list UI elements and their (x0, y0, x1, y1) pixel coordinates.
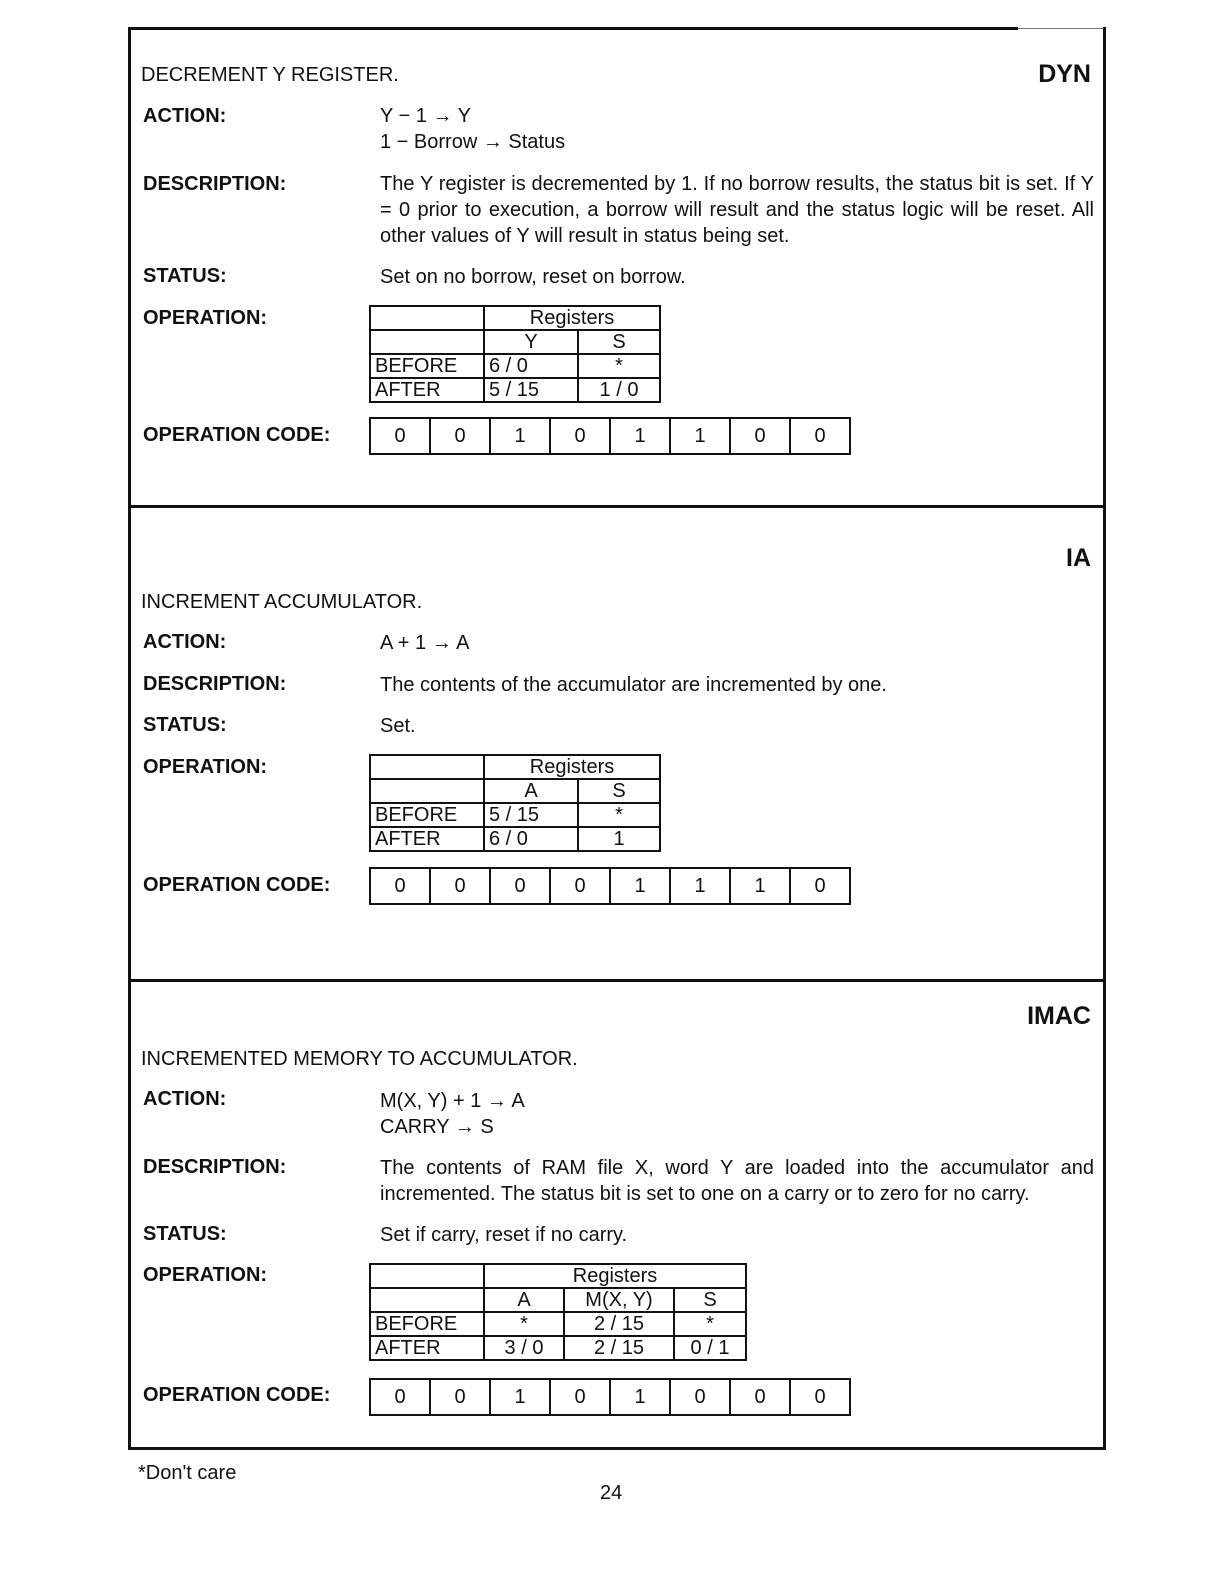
column-header: A (484, 779, 578, 803)
instruction-imac (131, 982, 1097, 1447)
opcode-bit: 1 (611, 419, 671, 453)
action-line-2: CARRY → S (380, 1116, 494, 1138)
instruction-mnemonic: DYN (1038, 60, 1091, 88)
table-corner-cell (370, 1288, 484, 1312)
action-label: ACTION: (143, 631, 227, 653)
table-corner-cell (370, 755, 484, 779)
instruction-mnemonic: IA (1066, 544, 1091, 572)
operation-code-label: OPERATION CODE: (143, 424, 331, 446)
action-line-1: M(X, Y) + 1 → A (380, 1090, 525, 1112)
operation-label: OPERATION: (143, 756, 268, 778)
opcode-bit: 0 (671, 1380, 731, 1414)
opcode-bit: 0 (431, 419, 491, 453)
operation-code-label: OPERATION CODE: (143, 1384, 331, 1406)
opcode-bit: 1 (491, 1380, 551, 1414)
table-cell: 2 / 15 (564, 1336, 674, 1360)
row-label-before: BEFORE (370, 1312, 484, 1336)
status-label: STATUS: (143, 1223, 227, 1245)
operation-label: OPERATION: (143, 307, 268, 329)
row-label-after: AFTER (370, 827, 484, 851)
opcode-bit: 0 (551, 869, 611, 903)
opcode-bit: 0 (731, 1380, 791, 1414)
action-line-1: A + 1 → A (380, 632, 470, 654)
table-corner-cell (370, 306, 484, 330)
table-cell: * (578, 354, 660, 378)
instruction-ia (131, 508, 1097, 979)
row-label-before: BEFORE (370, 354, 484, 378)
opcode-bit: 0 (731, 419, 791, 453)
instruction-title: INCREMENTED MEMORY TO ACCUMULATOR. (141, 1048, 578, 1070)
opcode-bit: 1 (611, 1380, 671, 1414)
table-corner-cell (370, 330, 484, 354)
table-cell: * (674, 1312, 746, 1336)
table-cell: 5 / 15 (484, 378, 578, 402)
opcode-bit: 0 (371, 1380, 431, 1414)
row-label-after: AFTER (370, 378, 484, 402)
instruction-mnemonic: IMAC (1027, 1002, 1091, 1030)
description-text: The contents of the accumulator are incremented by one. (380, 674, 887, 696)
column-header: Y (484, 330, 578, 354)
table-cell: 0 / 1 (674, 1336, 746, 1360)
table-corner-cell (370, 1264, 484, 1288)
status-label: STATUS: (143, 714, 227, 736)
registers-header: Registers (484, 1264, 746, 1288)
description-label: DESCRIPTION: (143, 1156, 287, 1178)
row-label-before: BEFORE (370, 803, 484, 827)
column-header: S (674, 1288, 746, 1312)
opcode-bit: 0 (431, 869, 491, 903)
table-cell: 2 / 15 (564, 1312, 674, 1336)
opcode-bit: 1 (671, 869, 731, 903)
register-table (369, 305, 661, 403)
action-line-1: Y − 1 → Y (380, 105, 471, 127)
status-text: Set if carry, reset if no carry. (380, 1224, 628, 1246)
opcode-bit: 0 (814, 1386, 826, 1408)
instruction-dyn (131, 30, 1097, 505)
opcode-bit: 0 (551, 419, 611, 453)
table-corner-cell (370, 779, 484, 803)
register-table (369, 754, 661, 852)
action-label: ACTION: (143, 1088, 227, 1110)
table-cell: 3 / 0 (484, 1336, 564, 1360)
opcode-bit: 0 (431, 1380, 491, 1414)
instruction-title: INCREMENT ACCUMULATOR. (141, 591, 423, 613)
registers-header: Registers (484, 306, 660, 330)
status-label: STATUS: (143, 265, 227, 287)
instruction-title: DECREMENT Y REGISTER. (141, 64, 399, 86)
register-table (369, 1263, 747, 1361)
status-text: Set on no borrow, reset on borrow. (380, 266, 686, 288)
column-header: M(X, Y) (564, 1288, 674, 1312)
table-cell: 1 (578, 827, 660, 851)
column-header: A (484, 1288, 564, 1312)
opcode-bit: 1 (611, 869, 671, 903)
description-label: DESCRIPTION: (143, 673, 287, 695)
opcode-bit: 0 (371, 869, 431, 903)
description-text: The contents of RAM file X, word Y are loaded into the accumulator and incremented. The status bit is set to one on a carry or to zero for no carry. (380, 1157, 1094, 1205)
opcode-bits (369, 1378, 851, 1416)
column-header: S (578, 330, 660, 354)
footnote: *Don't care (138, 1462, 237, 1484)
table-cell: 1 / 0 (578, 378, 660, 402)
table-cell: 6 / 0 (484, 354, 578, 378)
opcode-bits (369, 417, 851, 455)
opcode-bit: 0 (491, 869, 551, 903)
opcode-bits (369, 867, 851, 905)
operation-label: OPERATION: (143, 1264, 268, 1286)
column-header: S (578, 779, 660, 803)
description-text: The Y register is decremented by 1. If no borrow results, the status bit is set. If Y = 0 prior to execution, a borrow will result and the status logic will be reset. All other values of Y will result in status being set. (380, 173, 1094, 247)
page-number: 24 (600, 1482, 623, 1504)
registers-header: Registers (484, 755, 660, 779)
opcode-bit: 1 (671, 419, 731, 453)
row-label-after: AFTER (370, 1336, 484, 1360)
action-label: ACTION: (143, 105, 227, 127)
opcode-bit: 1 (491, 419, 551, 453)
opcode-bit: 1 (731, 869, 791, 903)
action-line-2: 1 − Borrow → Status (380, 131, 566, 153)
table-cell: 6 / 0 (484, 827, 578, 851)
opcode-bit: 0 (371, 419, 431, 453)
opcode-bit: 0 (814, 425, 826, 447)
table-cell: * (578, 803, 660, 827)
description-label: DESCRIPTION: (143, 173, 287, 195)
operation-code-label: OPERATION CODE: (143, 874, 331, 896)
status-text: Set. (380, 715, 416, 737)
table-cell: 5 / 15 (484, 803, 578, 827)
table-cell: * (484, 1312, 564, 1336)
opcode-bit: 0 (814, 875, 826, 897)
opcode-bit: 0 (551, 1380, 611, 1414)
